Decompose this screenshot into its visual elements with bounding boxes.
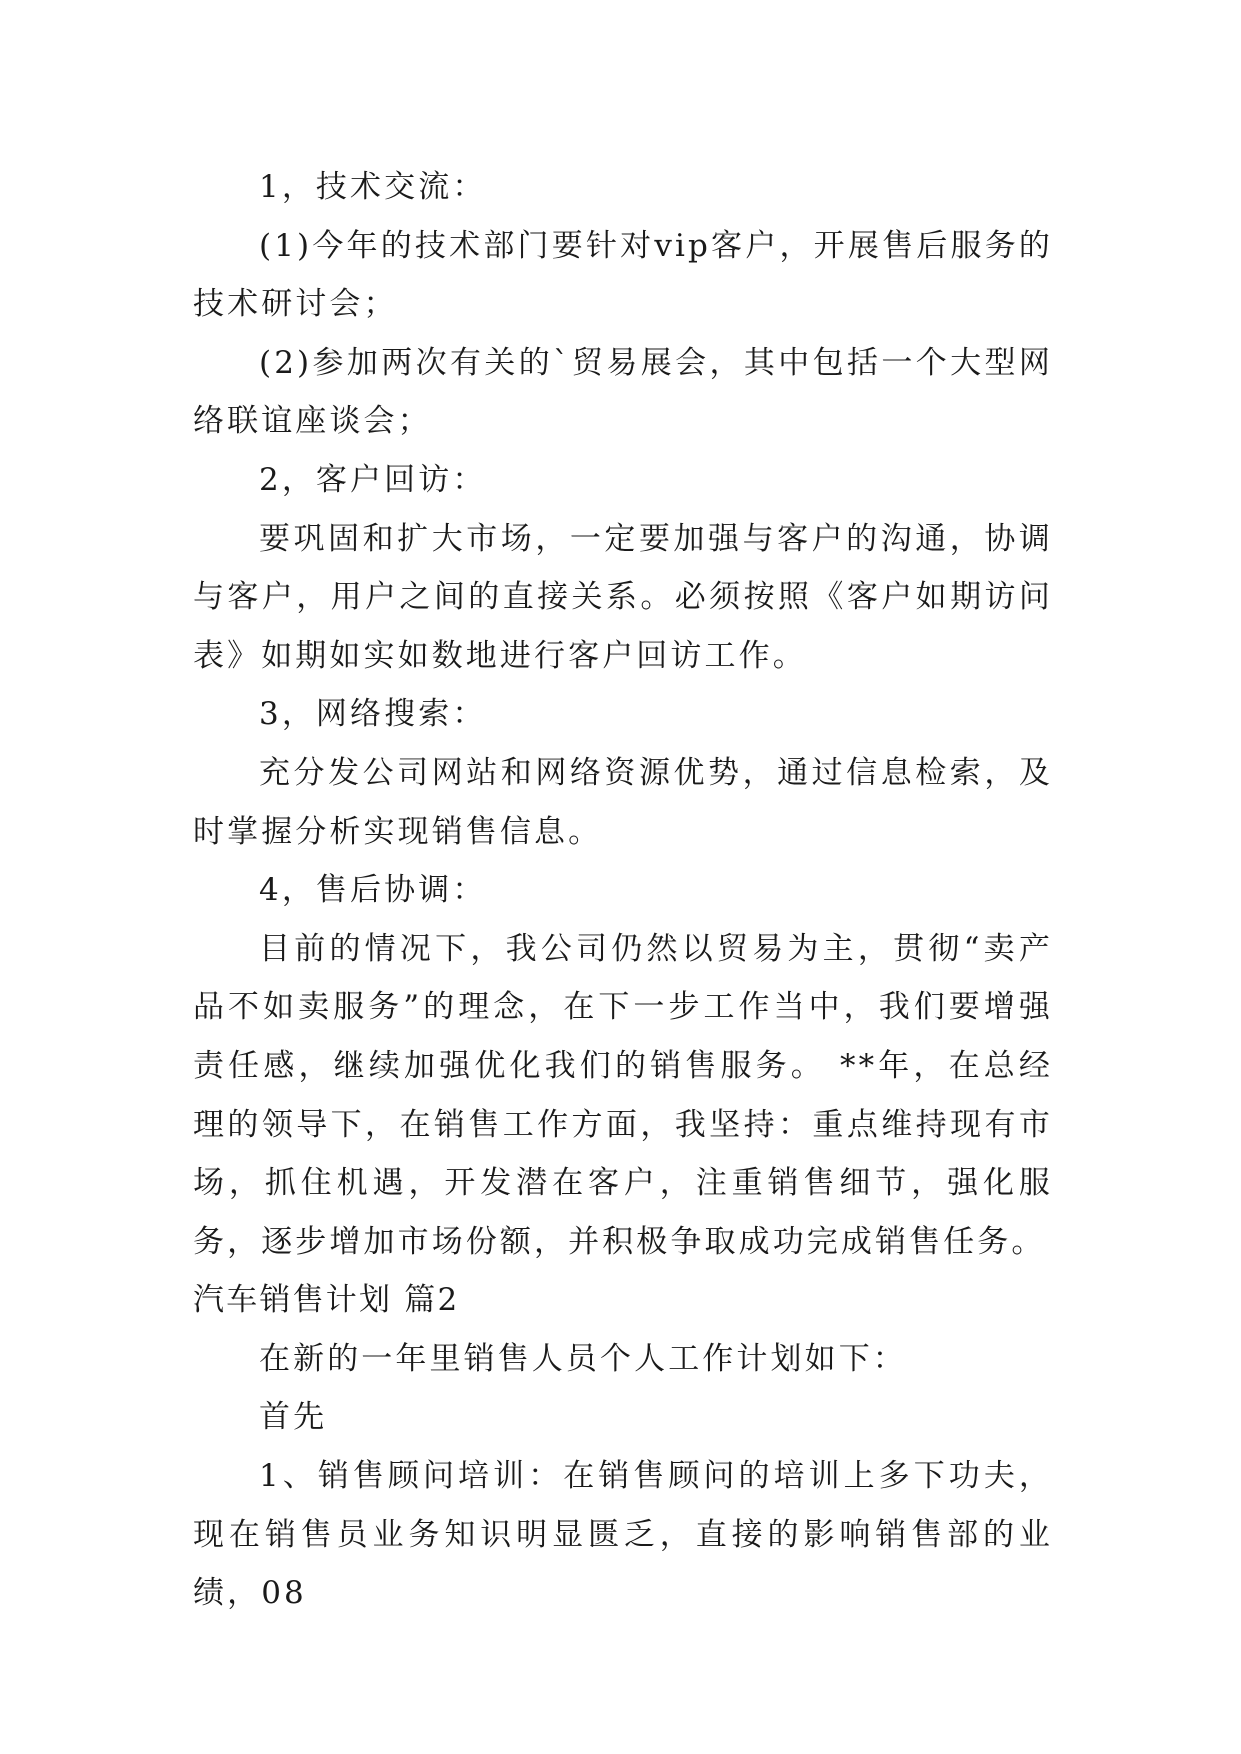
paragraph-web-search: 充分发公司网站和网络资源优势，通过信息检索，及时掌握分析实现销售信息。 bbox=[193, 754, 1053, 850]
paragraph-plan-intro: 在新的一年里销售人员个人工作计划如下： bbox=[259, 1340, 907, 1377]
paragraph-first: 首先 bbox=[259, 1399, 328, 1436]
section-heading: 汽车销售计划 篇2 bbox=[193, 1282, 460, 1319]
paragraph-technical-seminar: (1)今年的技术部门要针对vip客户，开展售后服务的技术研讨会； bbox=[193, 227, 1053, 323]
list-item-customer-revisit: 2，客户回访： bbox=[259, 461, 487, 498]
list-item-web-search: 3，网络搜索： bbox=[259, 696, 487, 733]
list-item-technical-exchange: 1，技术交流： bbox=[259, 169, 487, 205]
document-body bbox=[193, 158, 1053, 1623]
paragraph-after-sales: 目前的情况下，我公司仍然以贸易为主，贯彻“卖产品不如卖服务”的理念，在下一步工作当中，我们要增强责任感，继续加强优化我们的销售服务。 **年，在总经理的领导下，在销售工作方面，我坚持：重点维持现有市场，抓住机遇，开发潜在客户，注重销售细节，强化服务，逐步增加市场份额，并积极争取成功完成销售任务。 bbox=[193, 930, 1053, 1260]
paragraph-consultant-training: 1、销售顾问培训：在销售顾问的培训上多下功夫，现在销售员业务知识明显匮乏，直接的影响销售部的业绩，08 bbox=[193, 1458, 1053, 1612]
paragraph-customer-revisit: 要巩固和扩大市场，一定要加强与客户的沟通，协调与客户，用户之间的直接关系。必须按照《客户如期访问表》如期如实如数地进行客户回访工作。 bbox=[193, 520, 1053, 674]
list-item-after-sales: 4，售后协调： bbox=[259, 872, 487, 909]
paragraph-trade-fair: (2)参加两次有关的`贸易展会，其中包括一个大型网络联谊座谈会； bbox=[193, 344, 1053, 440]
